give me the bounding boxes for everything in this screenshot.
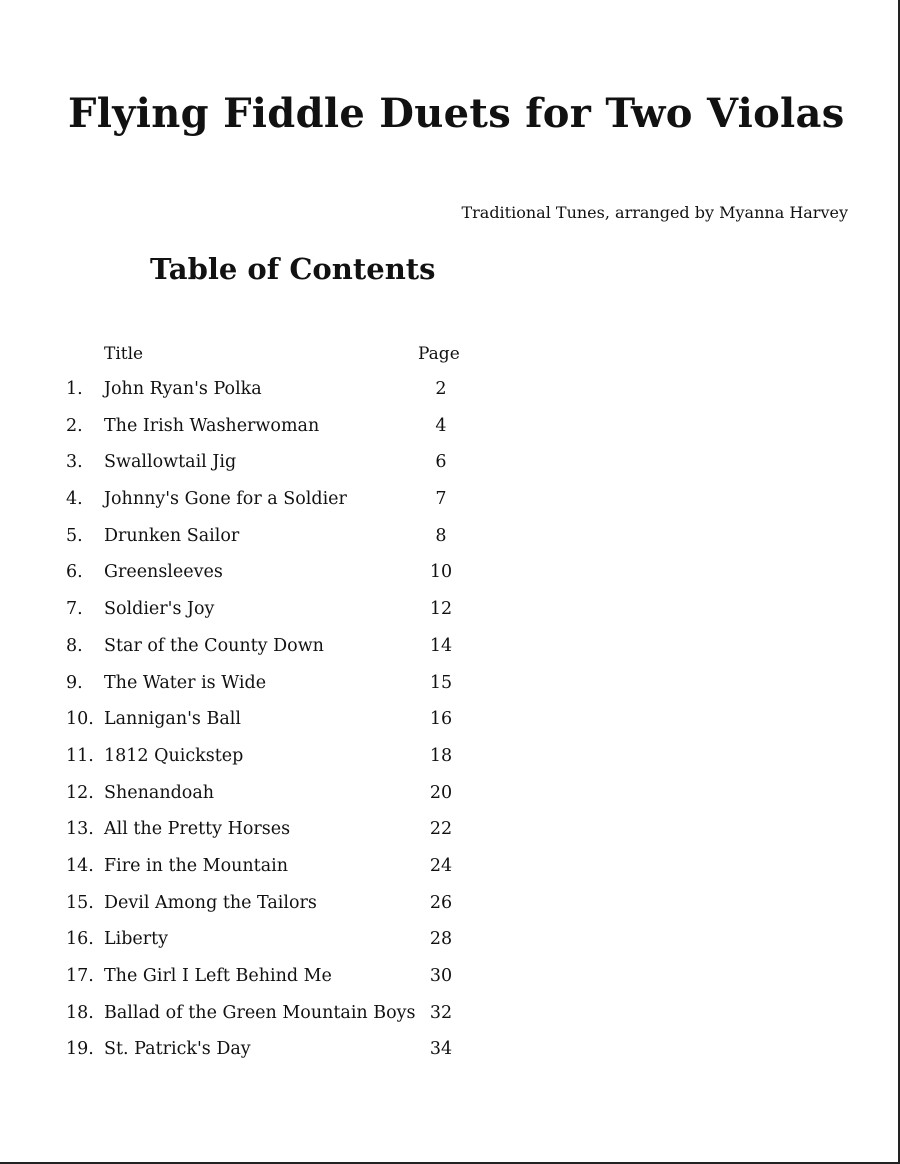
toc-entry[interactable] <box>66 416 466 453</box>
toc-entry-number: 17. <box>66 966 94 986</box>
toc-entry-page: 2 <box>435 379 447 399</box>
toc-entry-title: Star of the County Down <box>104 635 324 656</box>
toc-entry-page: 10 <box>429 562 453 583</box>
toc-entry-number: 1. <box>66 379 83 399</box>
toc-entry[interactable] <box>66 1003 466 1040</box>
toc-entry-title: The Irish Washerwoman <box>104 415 320 436</box>
toc-entry-title: 1812 Quickstep <box>104 745 244 766</box>
toc-entry-title: Shenandoah <box>104 782 215 803</box>
toc-entry[interactable] <box>66 856 466 893</box>
toc-entry[interactable] <box>66 562 466 599</box>
toc-entry-number: 18. <box>66 1002 94 1023</box>
toc-entry-page: 26 <box>429 892 453 913</box>
toc-entry-title: Devil Among the Tailors <box>104 892 317 913</box>
toc-entry[interactable] <box>66 929 466 966</box>
toc-entry-number: 12. <box>66 782 94 803</box>
toc-entry-title: John Ryan's Polka <box>104 379 262 399</box>
toc-entry[interactable] <box>66 636 466 673</box>
toc-entry-number: 2. <box>66 415 83 436</box>
toc-entry-number: 10. <box>66 709 94 730</box>
toc-entry[interactable] <box>66 709 466 746</box>
toc-entry-page: 30 <box>429 966 453 986</box>
toc-entry-number: 14. <box>66 855 94 876</box>
toc-entry[interactable] <box>66 489 466 526</box>
toc-entry-number: 15. <box>66 892 94 913</box>
toc-entry-number: 4. <box>66 489 83 510</box>
toc-entry-page: 14 <box>429 635 453 656</box>
toc-entry-page: 20 <box>429 782 453 803</box>
toc-entry-title: Johnny's Gone for a Soldier <box>104 489 347 510</box>
toc-entry-title: Soldier's Joy <box>104 599 215 620</box>
toc-entry-title: The Girl I Left Behind Me <box>104 966 332 986</box>
toc-entry-page: 24 <box>429 855 453 876</box>
toc-entry[interactable] <box>66 599 466 636</box>
byline: Traditional Tunes, arranged by Myanna Harvey <box>461 203 848 222</box>
toc-entry-page: 32 <box>429 1002 453 1023</box>
toc-entry-title: The Water is Wide <box>104 672 267 693</box>
toc-entry-page: 7 <box>435 489 447 510</box>
toc-entry-title: Lannigan's Ball <box>104 709 241 730</box>
toc-entry-number: 16. <box>66 929 94 950</box>
toc-entry[interactable] <box>66 452 466 489</box>
toc-entry-page: 15 <box>429 672 453 693</box>
column-header-page: Page <box>418 344 460 364</box>
toc-entry[interactable] <box>66 819 466 856</box>
toc-entry[interactable] <box>66 966 466 1003</box>
document-title: Flying Fiddle Duets for Two Violas <box>68 90 845 137</box>
toc-entry[interactable] <box>66 783 466 820</box>
toc-entry-title: Ballad of the Green Mountain Boys <box>104 1002 416 1023</box>
toc-entry[interactable] <box>66 673 466 710</box>
toc-entry-page: 12 <box>429 599 453 620</box>
toc-entry-title: St. Patrick's Day <box>104 1039 251 1060</box>
toc-entry-title: Drunken Sailor <box>104 525 240 546</box>
toc-entry-number: 5. <box>66 525 83 546</box>
toc-entry-page: 6 <box>435 452 447 473</box>
toc-entry-page: 16 <box>429 709 453 730</box>
toc-entry-number: 9. <box>66 672 83 693</box>
toc-entry-page: 22 <box>429 819 453 840</box>
toc-entry-title: Liberty <box>104 929 169 950</box>
toc-entry[interactable] <box>66 526 466 563</box>
toc-entry[interactable] <box>66 893 466 930</box>
toc-entry-page: 18 <box>429 745 453 766</box>
toc-entry-title: Fire in the Mountain <box>104 855 289 876</box>
toc-entry-title: Greensleeves <box>104 562 223 583</box>
toc-entry-number: 3. <box>66 452 83 473</box>
toc-list <box>66 379 466 1076</box>
toc-entry[interactable] <box>66 1039 466 1076</box>
toc-entry[interactable] <box>66 379 466 416</box>
toc-entry-page: 28 <box>429 929 453 950</box>
toc-entry-title: Swallowtail Jig <box>104 452 237 473</box>
toc-entry-number: 19. <box>66 1039 94 1060</box>
toc-entry-page: 8 <box>435 525 447 546</box>
toc-entry-page: 4 <box>435 415 447 436</box>
toc-entry-number: 13. <box>66 819 94 840</box>
column-header-title: Title <box>104 344 144 364</box>
toc-entry-title: All the Pretty Horses <box>104 819 291 840</box>
toc-entry-number: 7. <box>66 599 83 620</box>
toc-entry[interactable] <box>66 746 466 783</box>
toc-entry-number: 6. <box>66 562 83 583</box>
toc-entry-number: 8. <box>66 635 83 656</box>
toc-heading: Table of Contents <box>150 252 436 286</box>
toc-entry-number: 11. <box>66 745 94 766</box>
toc-entry-page: 34 <box>429 1039 453 1060</box>
